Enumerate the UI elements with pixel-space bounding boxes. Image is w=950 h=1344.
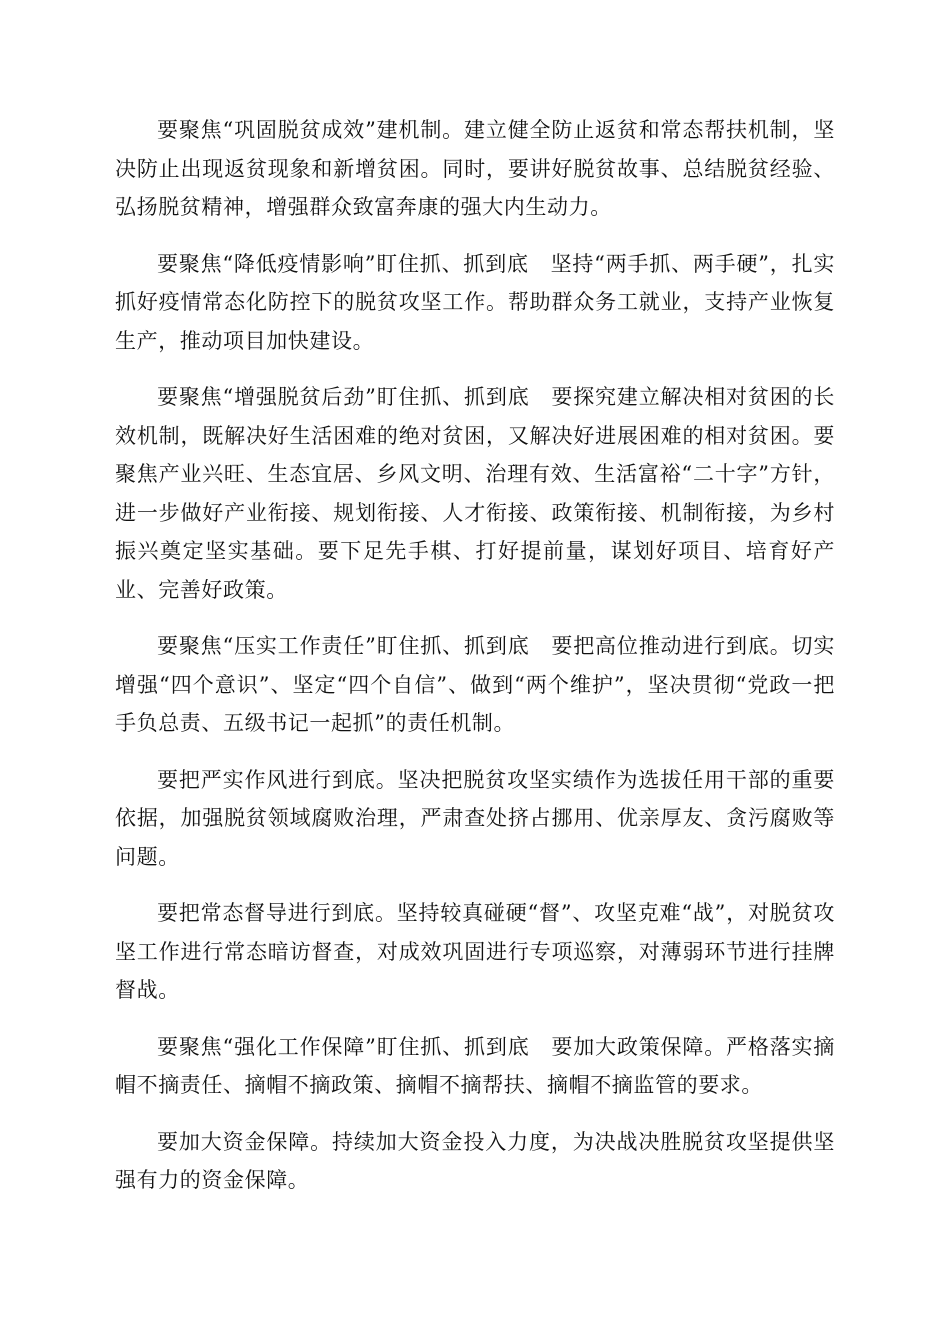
paragraph-work-style: 要把严实作风进行到底。坚决把脱贫攻坚实绩作为选拔任用干部的重要依据，加强脱贫领域腐败治理，严肃查处挤占挪用、优亲厚友、贪污腐败等问题。 [115,767,835,869]
paragraph-funding-guarantee: 要加大资金保障。持续加大资金投入力度，为决战决胜脱贫攻坚提供坚强有力的资金保障。 [115,1129,835,1192]
paragraph-consolidate-results: 要聚焦“巩固脱贫成效”建机制。建立健全防止返贫和常态帮扶机制，坚决防止出现返贫现象和新增贫困。同时，要讲好脱贫故事、总结脱贫经验、弘扬脱贫精神，增强群众致富奔康的强大内生动力。 [115,118,835,219]
document-body [115,111,835,1218]
paragraph-supervision: 要把常态督导进行到底。坚持较真碰硬“督”、攻坚克难“战”，对脱贫攻坚工作进行常态暗访督查，对成效巩固进行专项巡察，对薄弱环节进行挂牌督战。 [115,901,835,1002]
paragraph-epidemic-impact: 要聚焦“降低疫情影响”盯住抓、抓到底 坚持“两手抓、两手硬”，扎实抓好疫情常态化防控下的脱贫攻坚工作。帮助群众务工就业，支持产业恢复生产，推动项目加快建设。 [115,251,835,353]
paragraph-policy-guarantee: 要聚焦“强化工作保障”盯住抓、抓到底 要加大政策保障。严格落实摘帽不摘责任、摘帽不摘政策、摘帽不摘帮扶、摘帽不摘监管的要求。 [115,1034,835,1097]
paragraph-work-responsibility: 要聚焦“压实工作责任”盯住抓、抓到底 要把高位推动进行到底。切实增强“四个意识”、坚定“四个自信”、做到“两个维护”，坚决贯彻“党政一把手负总责、五级书记一起抓”的责任机制。 [115,634,835,735]
paragraph-poverty-momentum: 要聚焦“增强脱贫后劲”盯住抓、抓到底 要探究建立解决相对贫困的长效机制，既解决好生活困难的绝对贫困，又解决好进展困难的相对贫困。要聚焦产业兴旺、生态宜居、乡风文明、治理有效、生活富裕“二十字”方针，进一步做好产业衔接、规划衔接、人才衔接、政策衔接、机制衔接，为乡村振兴奠定坚实基础。要下足先手棋、打好提前量，谋划好项目、培育好产业、完善好政策。 [115,385,835,602]
